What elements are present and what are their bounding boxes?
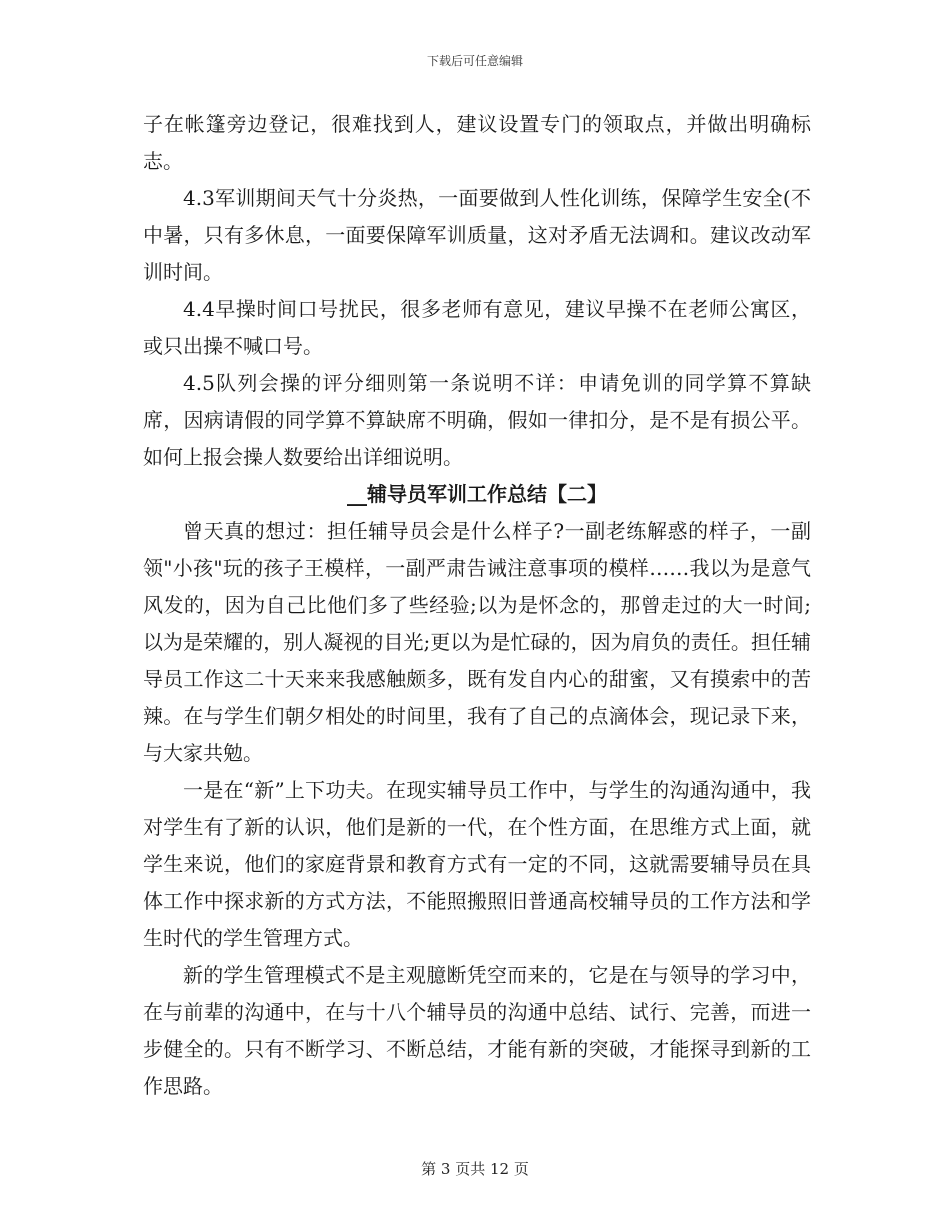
document-body [143,106,811,1105]
paragraph-continuation: 子在帐篷旁边登记，很难找到人，建议设置专门的领取点，并做出明确标志。 [143,112,811,173]
paragraph-intro: 曾天真的想过：担任辅导员会是什么样子?一副老练解惑的样子，一副领"小孩"玩的孩子王模样，一副严肃告诫注意事项的模样……我以为是意气风发的，因为自己比他们多了些经验;以为是怀念的，那曾走过的大一时间;以为是荣耀的，别人凝视的目光;更以为是忙碌的，因为肩负的责任。担任辅导员工作这二十天来来我感触颇多，既有发自内心的甜蜜，又有摸索中的苦辣。在与学生们朝夕相处的时间里，我有了自己的点滴体会，现记录下来，与大家共勉。 [143,519,811,765]
page-footer: 第 3 页共 12 页 [421,1160,529,1178]
paragraph-new-model: 新的学生管理模式不是主观臆断凭空而来的，它是在与领导的学习中，在与前辈的沟通中，在与十八个辅导员的沟通中总结、试行、完善，而进一步健全的。只有不断学习、不断总结，才能有新的突破，才能探寻到新的工作思路。 [143,963,811,1098]
paragraph-item-4-4: 4.4早操时间口号扰民，很多老师有意见，建议早操不在老师公寓区，或只出操不喊口号。 [143,297,811,358]
paragraph-point-one: 一是在“新”上下功夫。在现实辅导员工作中，与学生的沟通沟通中，我对学生有了新的认识，他们是新的一代，在个性方面，在思维方式上面，就学生来说，他们的家庭背景和教育方式有一定的不同，这就需要辅导员在具体工作中探求新的方式方法，不能照搬照旧普通高校辅导员的工作方法和学生时代的学生管理方式。 [143,778,811,950]
section-title: __辅导员军训工作总结【二】 [347,482,607,506]
paragraph-item-4-5: 4.5队列会操的评分细则第一条说明不详：申请免训的同学算不算缺席，因病请假的同学算不算缺席不明确，假如一律扣分，是不是有损公平。如何上报会操人数要给出详细说明。 [143,371,811,469]
paragraph-item-4-3: 4.3军训期间天气十分炎热，一面要做到人性化训练，保障学生安全(不中暑，只有多休息，一面要保障军训质量，这对矛盾无法调和。建议改动军训时间。 [143,186,811,284]
page-header: 下载后可任意编辑 [426,54,523,68]
